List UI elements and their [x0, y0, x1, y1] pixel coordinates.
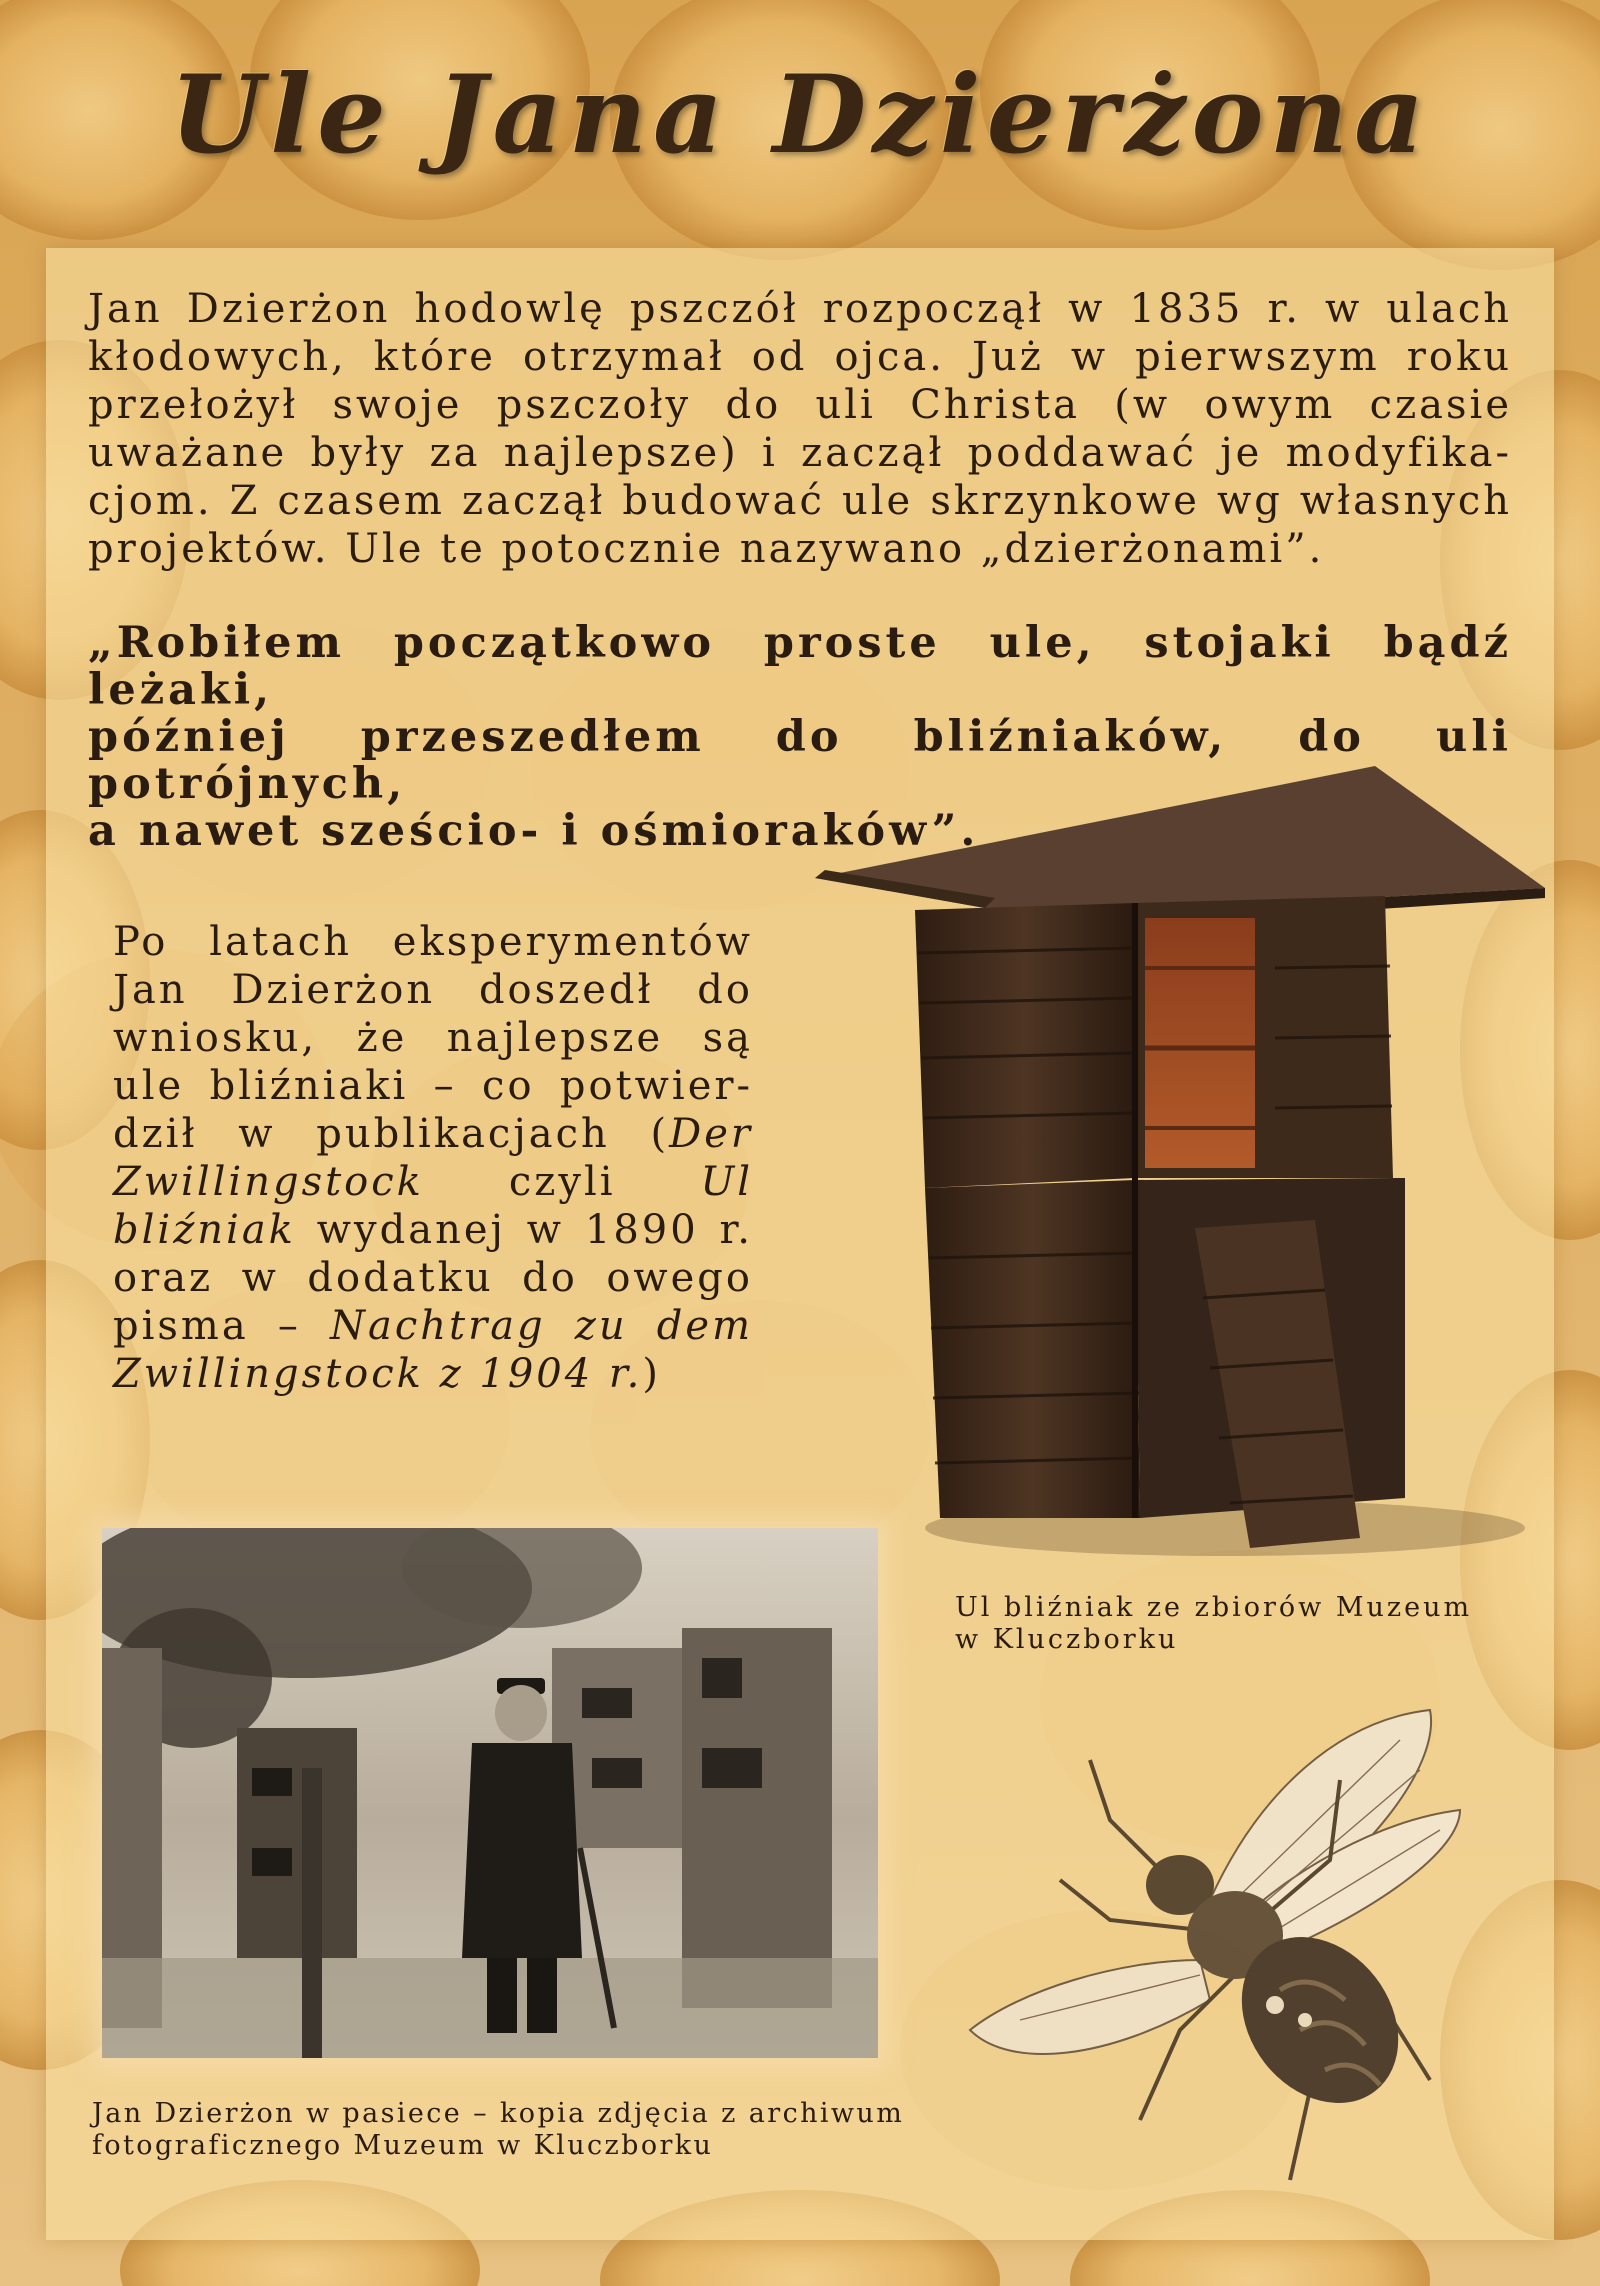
experiments-line — [113, 1206, 753, 1254]
hive-caption — [955, 1592, 1495, 1656]
publication-title: Der — [669, 1111, 753, 1157]
text-span: Po latach eksperymentów — [113, 919, 753, 965]
archive-photo-caption — [92, 2098, 952, 2162]
text-span: oraz w dodatku do owego — [113, 1255, 753, 1301]
experiments-line — [113, 1158, 753, 1206]
experiments-line — [113, 1302, 753, 1350]
text-span: pisma – — [113, 1303, 330, 1349]
text-span: wydanej w 1890 r. — [295, 1207, 753, 1253]
intro-line: Jan Dzierżon hodowlę pszczół rozpoczął w 1835 r. w ulach — [88, 286, 1512, 332]
publication-title: Nachtrag zu dem — [330, 1303, 753, 1349]
intro-line: przełożył swoje pszczoły do uli Christa (w owym czasie — [88, 382, 1512, 428]
page-title: Ule Jana Dzierżona — [169, 52, 1431, 178]
twin-beehive-photo — [805, 758, 1545, 1558]
text-span: ) — [642, 1351, 661, 1397]
experiments-line — [113, 1062, 753, 1110]
intro-paragraph — [88, 285, 1512, 573]
caption-line: Ul bliźniak ze zbiorów Muzeum — [955, 1592, 1473, 1623]
experiments-line — [113, 966, 753, 1014]
intro-line: cjom. Z czasem zaczął budować ule skrzynkowe wg własnych — [88, 478, 1512, 524]
bee-illustration — [960, 1700, 1520, 2200]
caption-line: w Kluczborku — [955, 1624, 1179, 1655]
publication-title: Ul — [700, 1159, 753, 1205]
experiments-line — [113, 1014, 753, 1062]
text-span: ule bliźniaki – co potwier- — [113, 1063, 753, 1109]
quote-line: „Robiłem początkowo proste ule, stojaki bądź leżaki, — [88, 618, 1512, 715]
text-span: czyli — [423, 1159, 701, 1205]
caption-line: Jan Dzierżon w pasiece – kopia zdjęcia z archiwum — [92, 2098, 905, 2129]
publication-title: bliźniak — [113, 1207, 296, 1253]
intro-line: uważane były za najlepsze) i zaczął poddawać je modyfika- — [88, 430, 1512, 476]
archive-apiary-photo — [102, 1528, 878, 2058]
experiments-line — [113, 1350, 753, 1398]
text-span: Jan Dzierżon doszedł do — [113, 967, 753, 1013]
text-span: dził w publikacjach ( — [113, 1111, 670, 1157]
experiments-paragraph — [113, 918, 753, 1398]
publication-title: Zwillingstock — [113, 1159, 424, 1205]
intro-line: kłodowych, które otrzymał od ojca. Już w pierwszym roku — [88, 334, 1512, 380]
experiments-line — [113, 1110, 753, 1158]
intro-line: projektów. Ule te potocznie nazywano „dzierżonami”. — [88, 526, 1325, 572]
quote-line: a nawet sześcio- i ośmioraków”. — [88, 806, 980, 856]
experiments-line — [113, 1254, 753, 1302]
text-span: wniosku, że najlepsze są — [113, 1015, 753, 1061]
caption-line: fotograficznego Muzeum w Kluczborku — [92, 2130, 714, 2161]
quote-line: później przeszedłem do bliźniaków, do uli potrójnych, — [88, 712, 1512, 809]
experiments-line — [113, 918, 753, 966]
publication-title: Zwillingstock z 1904 r. — [113, 1351, 643, 1397]
